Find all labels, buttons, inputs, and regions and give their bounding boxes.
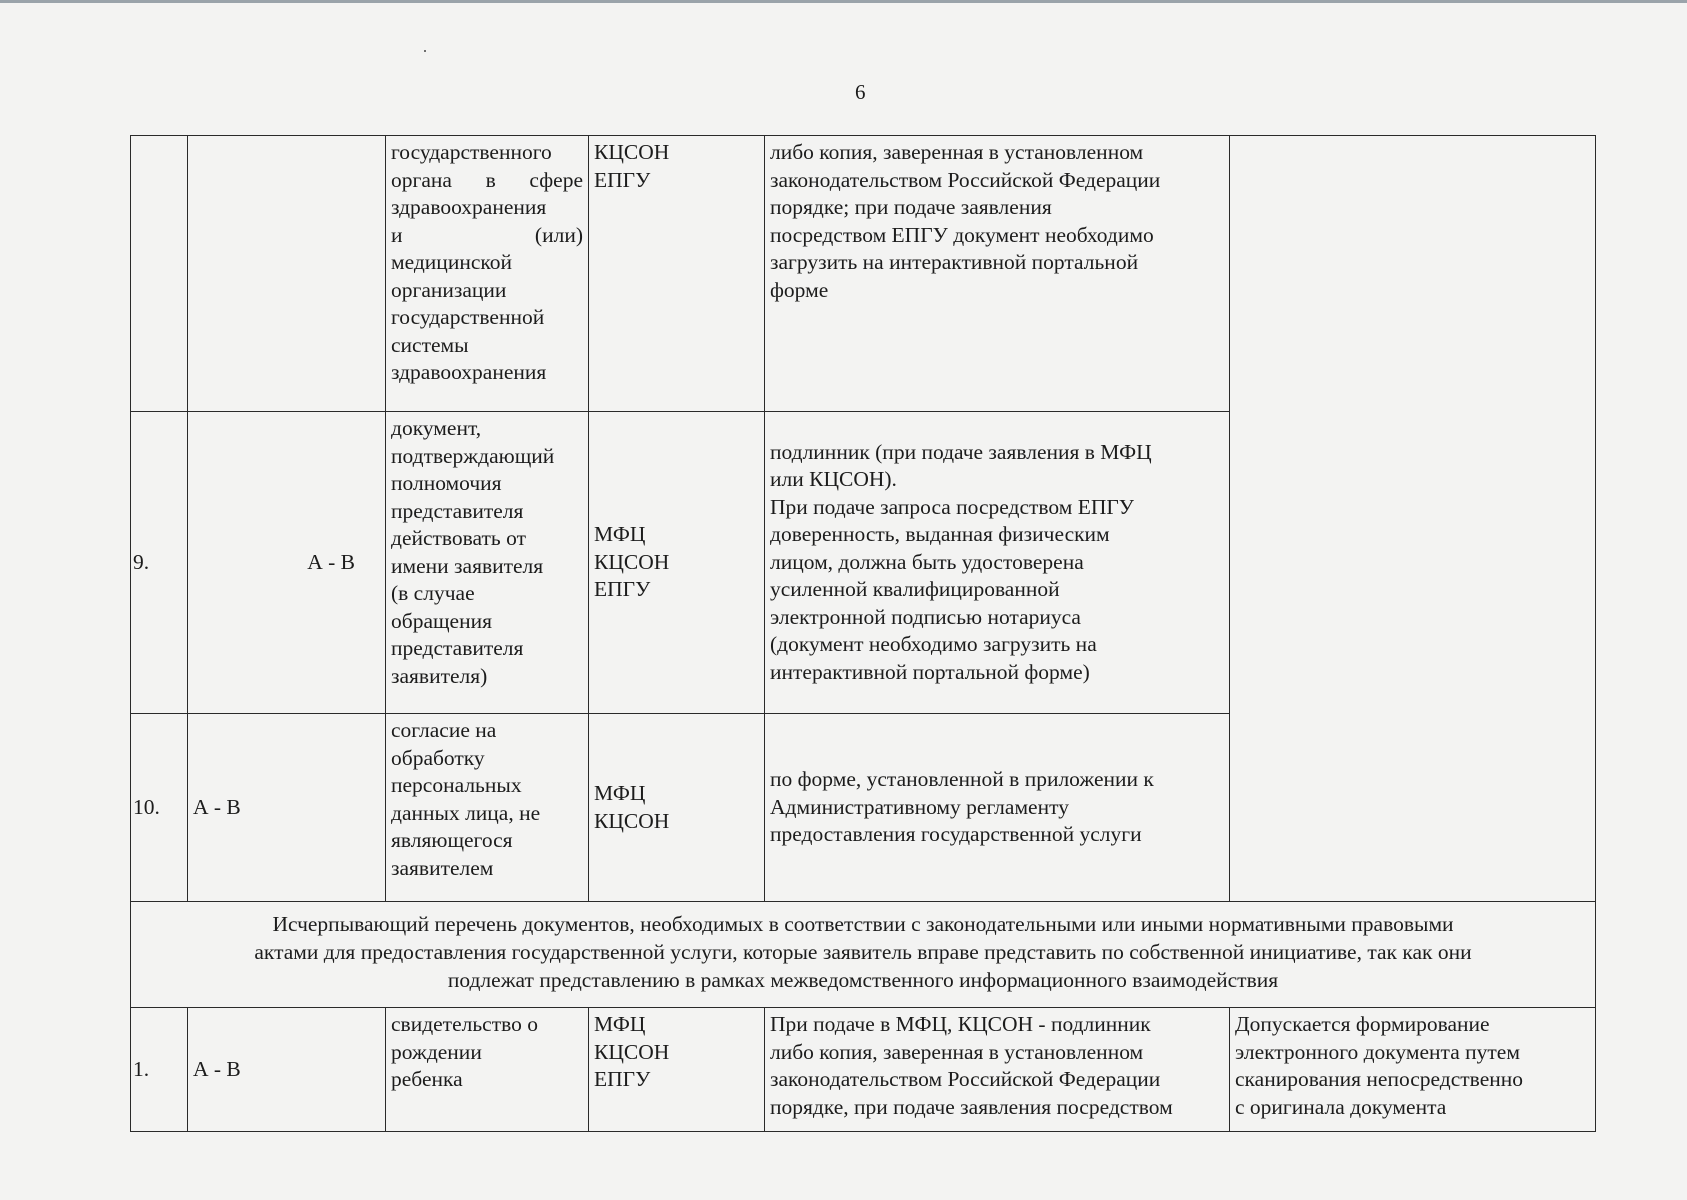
req-line: порядке; при подаче заявления <box>770 195 1052 219</box>
row-requirements <box>765 412 1230 714</box>
doc-line: документ, <box>391 416 482 440</box>
channel: МФЦ <box>594 1012 646 1036</box>
doc-line: обращения <box>391 608 492 633</box>
req-line: При подаче запроса посредством ЕПГУ <box>770 494 1135 519</box>
row-number <box>131 136 188 412</box>
row-requirements <box>765 1008 1230 1132</box>
heading-line: подлежат представлению в рамках межведомственного информационного взаимодействия <box>447 968 1279 992</box>
doc-line: государственного <box>391 140 552 164</box>
row-channels <box>589 136 765 412</box>
req-line: электронной подписью нотариуса <box>770 604 1081 629</box>
row-channels <box>589 1008 765 1132</box>
row-channels <box>589 714 765 902</box>
doc-line: рождении <box>391 1039 482 1064</box>
req-line: загрузить на интерактивной портальной <box>770 250 1139 274</box>
row-applicants: А - В <box>188 412 386 714</box>
row-applicants: А - В <box>188 714 386 902</box>
row-number: 9. <box>131 412 188 714</box>
channel: ЕПГУ <box>594 1067 651 1091</box>
doc-line: обработку <box>391 745 485 770</box>
doc-line: системы <box>391 332 469 357</box>
req-line: Административному регламенту <box>770 794 1069 819</box>
req-line: посредством ЕПГУ документ необходимо <box>770 222 1154 247</box>
req-line: доверенность, выданная физическим <box>770 522 1110 547</box>
req-line: законодательством Российской Федерации <box>770 167 1161 192</box>
row-requirements <box>765 714 1230 902</box>
section-heading-row <box>131 902 1596 1008</box>
note-line: сканирования непосредственно <box>1235 1067 1524 1091</box>
row-document-name <box>386 412 589 714</box>
req-line: законодательством Российской Федерации <box>770 1067 1161 1091</box>
section-heading <box>131 902 1596 1008</box>
req-line: При подаче в МФЦ, КЦСОН - подлинник <box>770 1012 1151 1036</box>
req-line: подлинник (при подаче заявления в МФЦ <box>770 439 1152 464</box>
doc-line: и (или) <box>391 222 583 247</box>
row-notes <box>1230 1008 1596 1132</box>
table-row <box>131 136 1596 412</box>
heading-line: актами для предоставления государственной услуги, которые заявитель вправе представить по собственной инициативе, так как они <box>254 940 1472 964</box>
doc-line: организации <box>391 277 507 302</box>
doc-line: здравоохранения <box>391 195 547 219</box>
req-line: (документ необходимо загрузить на <box>770 632 1097 657</box>
table-row <box>131 1008 1596 1132</box>
row-notes-merged <box>1230 136 1596 902</box>
req-line: по форме, установленной в приложении к <box>770 767 1154 792</box>
row-document-name <box>386 714 589 902</box>
doc-line: государственной <box>391 305 545 329</box>
heading-line: Исчерпывающий перечень документов, необходимых в соответствии с законодательными или иными нормативными правовыми <box>272 912 1454 936</box>
note-line: с оригинала документа <box>1235 1094 1447 1119</box>
page-number: 6 <box>855 80 866 104</box>
note-line: электронного документа путем <box>1235 1039 1520 1064</box>
req-line: форме <box>770 277 829 302</box>
channel: КЦСОН <box>594 808 670 833</box>
req-line: усиленной квалифицированной <box>770 577 1060 602</box>
scan-speck <box>424 50 426 52</box>
channel: КЦСОН <box>594 549 670 574</box>
doc-line: подтверждающий <box>391 443 555 468</box>
doc-line: органа в сфере <box>391 167 583 192</box>
row-document-name <box>386 1008 589 1132</box>
req-line: либо копия, заверенная в установленном <box>770 140 1144 164</box>
doc-line: представителя <box>391 636 524 660</box>
doc-line: имени заявителя <box>391 553 544 578</box>
row-number: 10. <box>131 714 188 902</box>
doc-line: свидетельство о <box>391 1012 538 1036</box>
channel: ЕПГУ <box>594 167 651 192</box>
doc-line: ребенка <box>391 1067 463 1091</box>
row-applicants: А - В <box>188 1008 386 1132</box>
row-requirements <box>765 136 1230 412</box>
req-line: либо копия, заверенная в установленном <box>770 1039 1144 1064</box>
doc-line: полномочия <box>391 471 502 495</box>
row-channels <box>589 412 765 714</box>
req-line: порядке, при подаче заявления посредством <box>770 1094 1173 1119</box>
channel: ЕПГУ <box>594 577 651 602</box>
doc-line: согласие на <box>391 718 497 742</box>
doc-line: персональных <box>391 773 522 797</box>
req-line: предоставления государственной услуги <box>770 822 1142 847</box>
doc-line: данных лица, не <box>391 800 541 825</box>
doc-line: (в случае <box>391 581 475 605</box>
documents-table <box>130 135 1596 1132</box>
doc-line: заявителя) <box>391 663 488 688</box>
doc-line: являющегося <box>391 828 513 852</box>
note-line: Допускается формирование <box>1235 1012 1490 1036</box>
scan-top-edge <box>0 0 1687 3</box>
channel: КЦСОН <box>594 1039 670 1064</box>
channel: МФЦ <box>594 522 646 547</box>
doc-line: здравоохранения <box>391 360 547 384</box>
row-applicants <box>188 136 386 412</box>
req-line: лицом, должна быть удостоверена <box>770 549 1084 574</box>
req-line: интерактивной портальной форме) <box>770 659 1090 684</box>
doc-line: медицинской <box>391 250 512 274</box>
req-line: или КЦСОН). <box>770 467 897 492</box>
channel: КЦСОН <box>594 140 670 164</box>
row-document-name <box>386 136 589 412</box>
doc-line: представителя <box>391 498 524 523</box>
row-number: 1. <box>131 1008 188 1132</box>
doc-line: действовать от <box>391 526 526 550</box>
channel: МФЦ <box>594 781 646 805</box>
doc-line: заявителем <box>391 855 494 880</box>
